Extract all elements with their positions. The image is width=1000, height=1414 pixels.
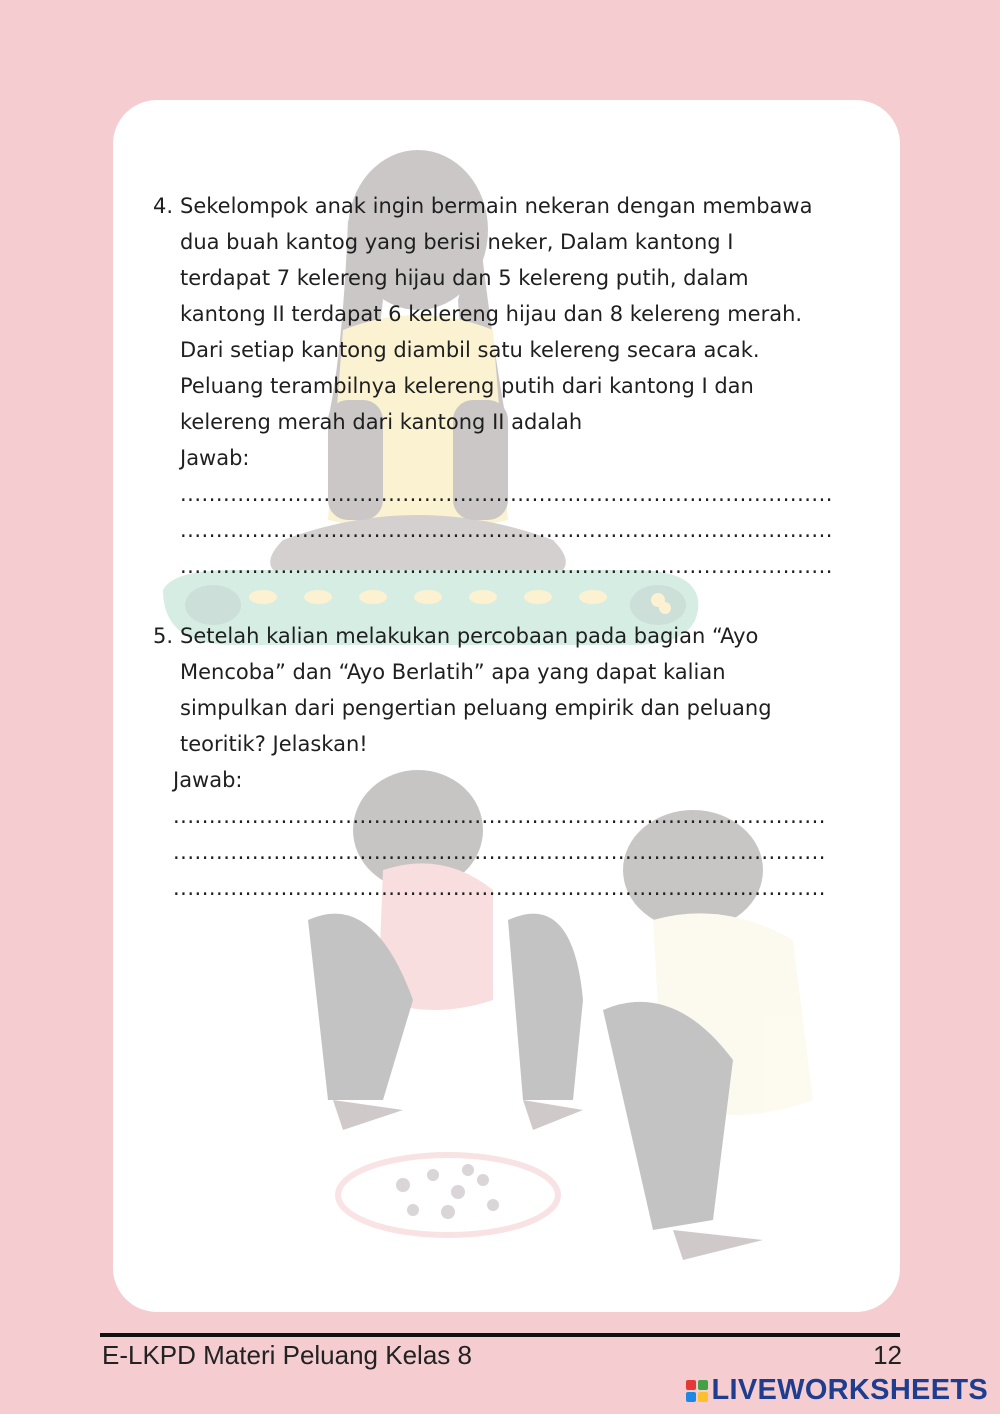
answer-line[interactable]: ........................................................................................... xyxy=(173,876,826,900)
answer-label: Jawab: xyxy=(180,446,250,470)
question-number: 5. xyxy=(153,624,174,648)
answer-line[interactable]: ........................................................................................... xyxy=(180,518,833,542)
liveworksheets-logo-icon xyxy=(686,1380,708,1402)
answer-line[interactable]: ........................................................................................... xyxy=(173,840,826,864)
liveworksheets-wordmark: LIVEWORKSHEETS xyxy=(711,1374,988,1406)
question-4 xyxy=(153,188,853,584)
question-text: Setelah kalian melakukan percobaan pada bagian “Ayo Mencoba” dan “Ayo Berlatih” apa yang dapat kalian simpulkan dari pengertian peluang empirik dan peluang teoritik? Jelaskan! xyxy=(180,624,772,756)
footer-title: E-LKPD Materi Peluang Kelas 8 xyxy=(102,1340,472,1370)
answer-label: Jawab: xyxy=(173,768,243,792)
question-number: 4. xyxy=(153,194,174,218)
logo-square xyxy=(686,1392,696,1402)
logo-square xyxy=(698,1380,708,1390)
logo-square xyxy=(686,1380,696,1390)
answer-line[interactable]: ........................................................................................... xyxy=(180,482,833,506)
logo-square xyxy=(698,1392,708,1402)
worksheet-card xyxy=(113,100,900,1312)
liveworksheets-brand[interactable] xyxy=(686,1374,989,1407)
answer-line[interactable]: ........................................................................................... xyxy=(180,554,833,578)
page-number: 12 xyxy=(873,1340,902,1370)
answer-line[interactable]: ........................................................................................... xyxy=(173,804,826,828)
question-5 xyxy=(153,618,853,906)
question-text: Sekelompok anak ingin bermain nekeran dengan membawa dua buah kantog yang berisi neker, Dalam kantong I terdapat 7 kelereng hijau dan 5 kelereng putih, dalam kantong II terdapat 6 kelereng hijau dan 8 kelereng merah. Dari setiap kantong diambil satu kelereng secara acak. Peluang terambilnya kelereng putih dari kantong I dan kelereng merah dari kantong II adalah xyxy=(180,194,813,434)
footer-divider xyxy=(100,1333,900,1337)
